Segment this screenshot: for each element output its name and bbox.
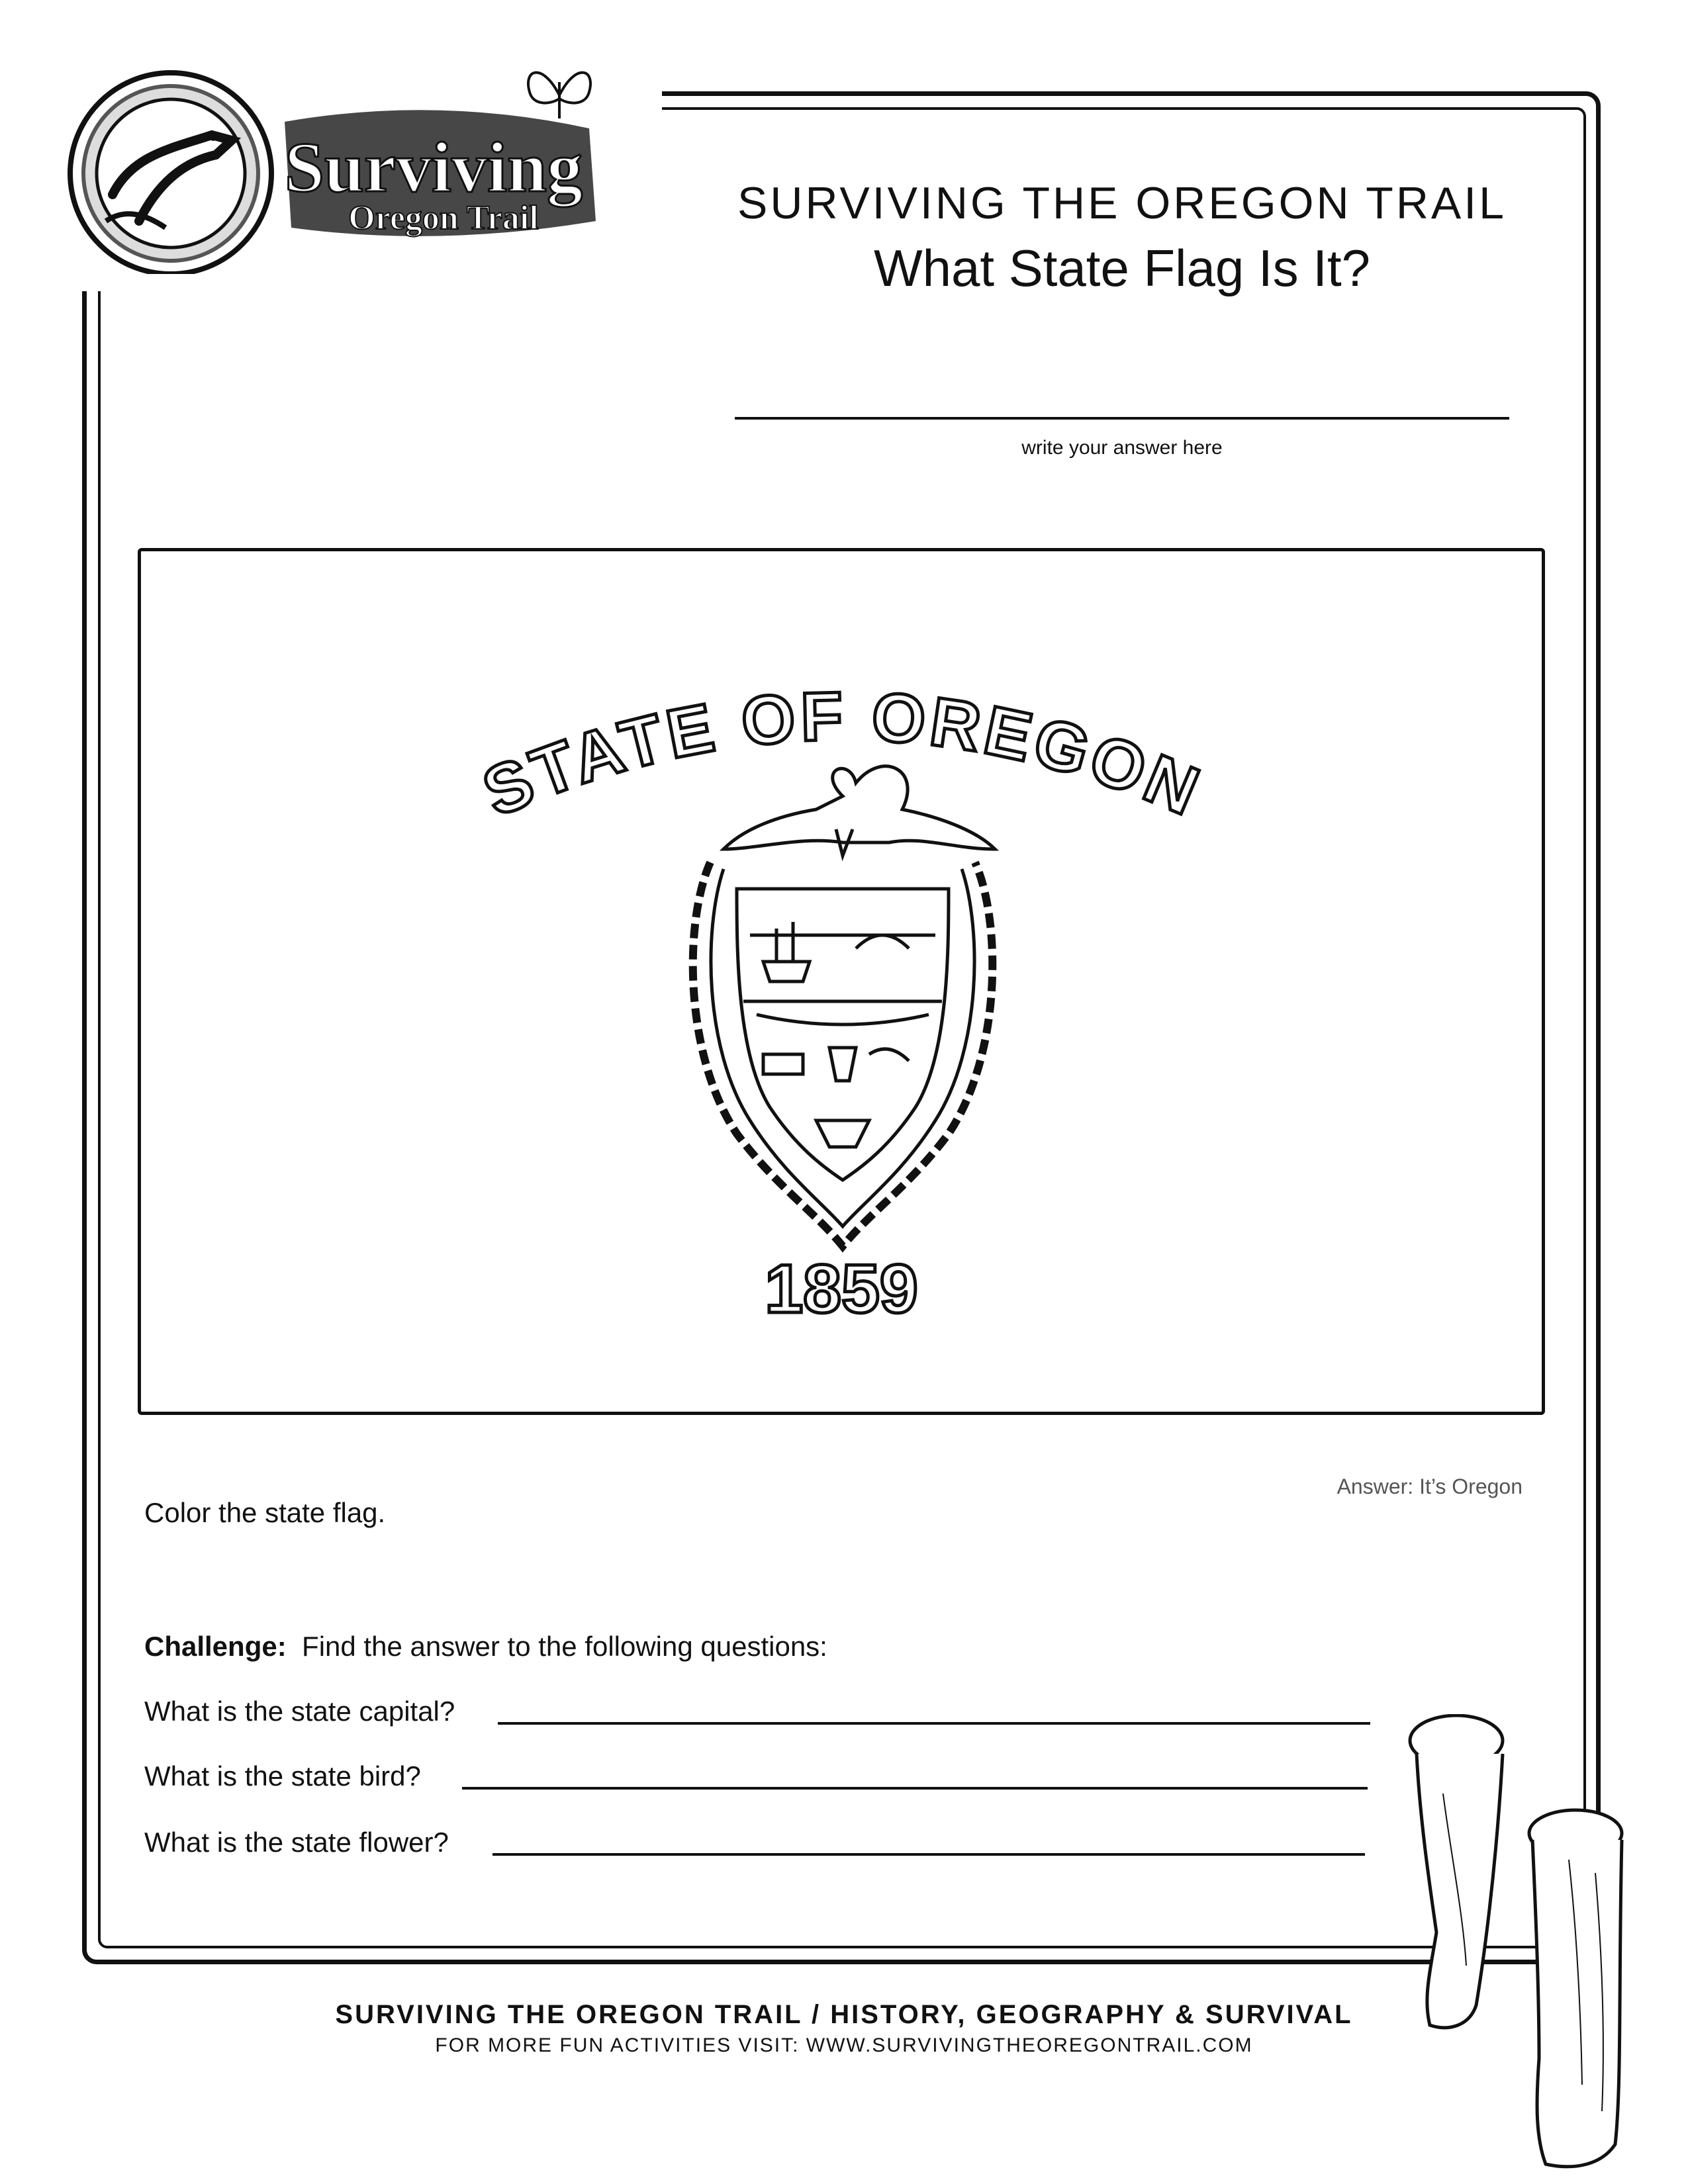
snake-icon	[70, 73, 271, 274]
answer-line-flower[interactable]	[492, 1853, 1365, 1856]
flag-outline	[138, 548, 1545, 1415]
footer-title: SURVIVING THE OREGON TRAIL / HISTORY, GEOGRAPHY & SURVIVAL	[335, 2000, 1353, 2029]
challenge-text: Find the answer to the following questions:	[302, 1631, 827, 1662]
answer-line-capital[interactable]	[498, 1722, 1370, 1725]
flag-year: 1859	[765, 1251, 918, 1328]
question-bird: What is the state bird?	[144, 1760, 421, 1792]
color-instruction: Color the state flag.	[144, 1497, 386, 1528]
oregon-seal-icon	[693, 766, 995, 1246]
question-capital: What is the state capital?	[144, 1696, 455, 1727]
logo-line2: Oregon Trail	[348, 199, 539, 237]
boots-icon	[1403, 1714, 1628, 2177]
page-subtitle: What State Flag Is It?	[874, 239, 1370, 297]
flag-arc-text: STATE OF OREGON	[472, 678, 1213, 832]
challenge-label: Challenge:	[144, 1631, 287, 1662]
footer-website: FOR MORE FUN ACTIVITIES VISIT: WWW.SURVIVINGTHEOREGONTRAIL.COM	[435, 2034, 1253, 2056]
answer-line-bird[interactable]	[462, 1787, 1368, 1790]
answer-line[interactable]	[735, 417, 1509, 420]
logo-line1: Surviving	[284, 128, 583, 207]
logo	[66, 56, 649, 274]
answer-hint: write your answer here	[1021, 437, 1223, 459]
butterfly-icon	[528, 73, 590, 118]
challenge-heading	[144, 1631, 827, 1662]
page-title: SURVIVING THE OREGON TRAIL	[737, 178, 1507, 228]
answer-note: Answer: It’s Oregon	[1336, 1475, 1523, 1498]
question-flower: What is the state flower?	[144, 1827, 449, 1858]
